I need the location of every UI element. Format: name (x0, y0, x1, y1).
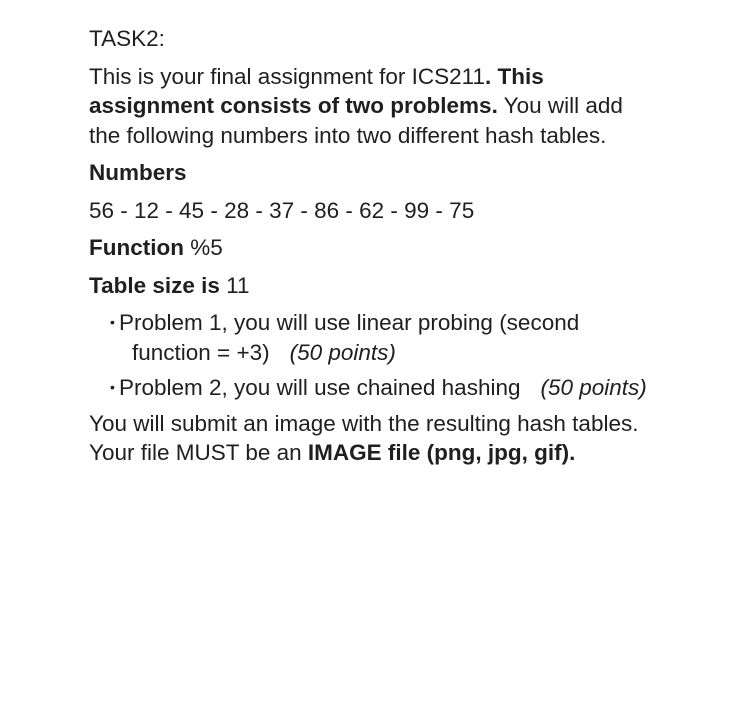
table-size-label: Table size is (89, 272, 220, 298)
intro-text-end: You will add the following numbers into two different hash tables. (89, 93, 623, 148)
bullet-icon: • (110, 314, 115, 330)
problem-points: (50 points) (540, 375, 647, 400)
function-line (89, 233, 659, 263)
problem-points: (50 points) (289, 339, 396, 365)
intro-bold-text: . This assignment consists of two problems. (89, 63, 544, 118)
problem-text: Problem 1, you will use linear probing (second function = +3) (119, 310, 580, 365)
submission-paragraph (89, 409, 659, 468)
task-title: TASK2: (89, 26, 165, 51)
bullet-icon: • (110, 379, 115, 395)
problem-text: Problem 2, you will use chained hashing (119, 375, 521, 400)
submission-bold-text: IMAGE file (png, jpg, gif). (307, 440, 576, 465)
list-item (89, 373, 659, 403)
numbers-list: 56 - 12 - 45 - 28 - 37 - 86 - 62 - 99 - 75 (89, 197, 475, 223)
list-item (89, 308, 659, 367)
intro-text: This is your final assignment for ICS211 (89, 63, 486, 89)
assignment-document (89, 24, 659, 468)
intro-paragraph (89, 62, 659, 151)
numbers-heading: Numbers (89, 160, 187, 185)
table-size-line (89, 271, 659, 301)
function-label: Function (89, 235, 184, 260)
function-value: %5 (183, 235, 223, 260)
submission-text: You will submit an image with the resulting hash tables. Your file MUST be an (89, 410, 639, 465)
table-size-value: 11 (219, 272, 250, 298)
problems-list (89, 308, 659, 403)
